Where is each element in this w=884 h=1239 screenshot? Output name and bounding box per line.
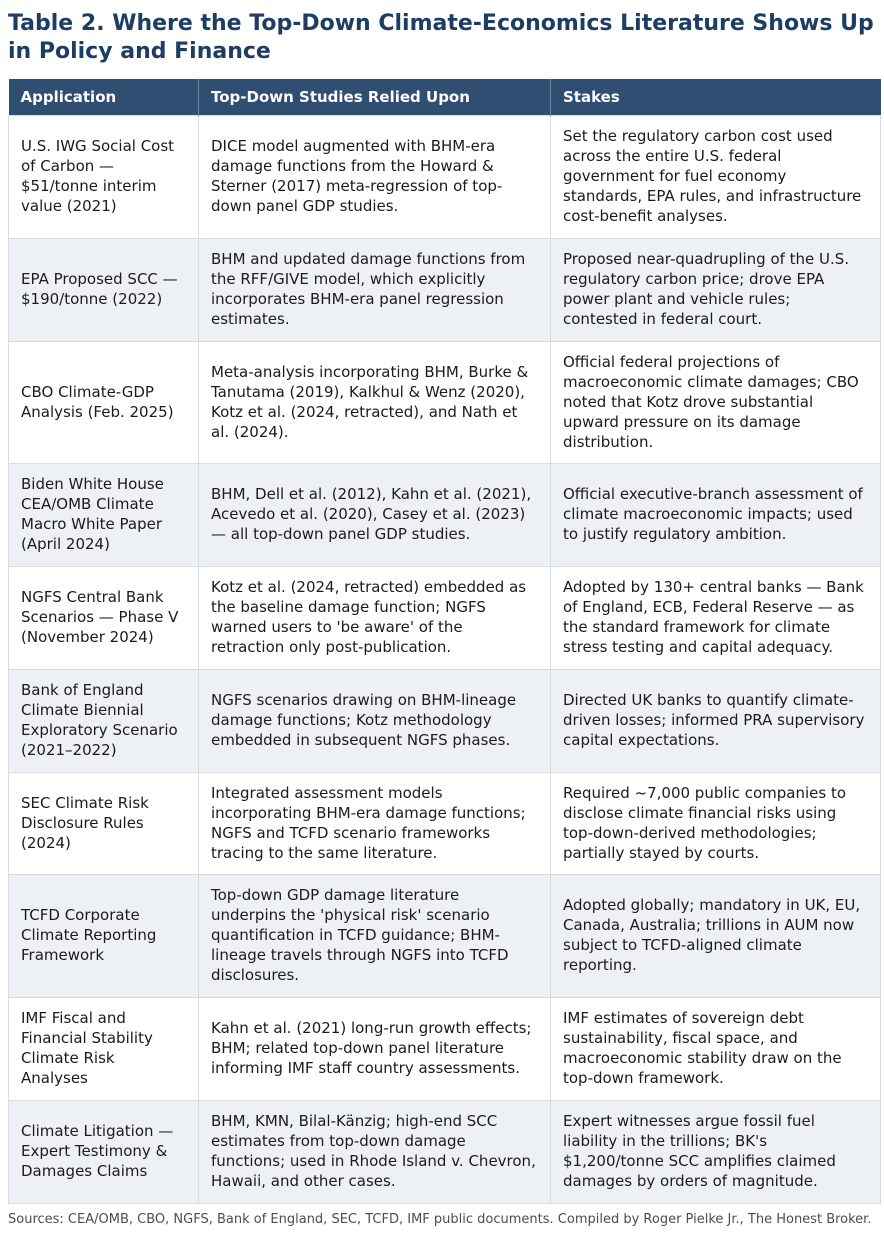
cell-stakes: Directed UK banks to quantify climate-driven losses; informed PRA supervisory capital expectations. — [551, 669, 881, 772]
cell-application: IMF Fiscal and Financial Stability Climate Risk Analyses — [9, 998, 199, 1101]
cell-stakes: Proposed near-quadrupling of the U.S. regulatory carbon price; drove EPA power plant and vehicle rules; contested in federal court. — [551, 239, 881, 342]
cell-application: EPA Proposed SCC — $190/tonne (2022) — [9, 239, 199, 342]
cell-studies: Top-down GDP damage literature underpins the 'physical risk' scenario quantification in TCFD guidance; BHM-lineage travels through NGFS into TCFD disclosures. — [199, 875, 551, 998]
table-row — [9, 772, 881, 875]
table-row — [9, 669, 881, 772]
cell-application: Climate Litigation — Expert Testimony & Damages Claims — [9, 1100, 199, 1203]
table-row — [9, 875, 881, 998]
page-title: Table 2. Where the Top-Down Climate-Economics Literature Shows Up in Policy and Finance — [8, 11, 874, 65]
header-cell-stakes: Stakes — [551, 79, 881, 116]
cell-studies: NGFS scenarios drawing on BHM-lineage damage functions; Kotz methodology embedded in subsequent NGFS phases. — [199, 669, 551, 772]
cell-studies: Meta-analysis incorporating BHM, Burke & Tanutama (2019), Kalkhul & Wenz (2020), Kotz et al. (2024, retracted), and Nath et al. (2024). — [199, 341, 551, 464]
table-row — [9, 1100, 881, 1203]
cell-studies: Integrated assessment models incorporating BHM-era damage functions; NGFS and TCFD scenario frameworks tracing to the same literature. — [199, 772, 551, 875]
cell-studies: BHM, Dell et al. (2012), Kahn et al. (2021), Acevedo et al. (2020), Casey et al. (2023) — all top-down panel GDP studies. — [199, 464, 551, 567]
table-row — [9, 341, 881, 464]
cell-application: NGFS Central Bank Scenarios — Phase V (November 2024) — [9, 567, 199, 670]
cell-application: U.S. IWG Social Cost of Carbon — $51/tonne interim value (2021) — [9, 116, 199, 239]
cell-stakes: Adopted by 130+ central banks — Bank of England, ECB, Federal Reserve — as the standard framework for climate stress testing and capital adequacy. — [551, 567, 881, 670]
cell-stakes: Required ~7,000 public companies to disclose climate financial risks using top-down-derived methodologies; partially stayed by courts. — [551, 772, 881, 875]
cell-application: CBO Climate-GDP Analysis (Feb. 2025) — [9, 341, 199, 464]
cell-stakes: Official executive-branch assessment of climate macroeconomic impacts; used to justify regulatory ambition. — [551, 464, 881, 567]
cell-studies: Kotz et al. (2024, retracted) embedded as the baseline damage function; NGFS warned users to 'be aware' of the retraction only post-publication. — [199, 567, 551, 670]
table-row — [9, 567, 881, 670]
cell-stakes: Adopted globally; mandatory in UK, EU, Canada, Australia; trillions in AUM now subject to TCFD-aligned climate reporting. — [551, 875, 881, 998]
cell-studies: Kahn et al. (2021) long-run growth effects; BHM; related top-down panel literature informing IMF staff country assessments. — [199, 998, 551, 1101]
header-cell-application: Application — [9, 79, 199, 116]
table-row — [9, 464, 881, 567]
cell-stakes: IMF estimates of sovereign debt sustainability, fiscal space, and macroeconomic stability draw on the top-down framework. — [551, 998, 881, 1101]
cell-application: Biden White House CEA/OMB Climate Macro White Paper (April 2024) — [9, 464, 199, 567]
table-row — [9, 116, 881, 239]
cell-stakes: Expert witnesses argue fossil fuel liability in the trillions; BK's $1,200/tonne SCC amplifies claimed damages by orders of magnitude. — [551, 1100, 881, 1203]
cell-studies: BHM, KMN, Bilal-Känzig; high-end SCC estimates from top-down damage functions; used in Rhode Island v. Chevron, Hawaii, and other cases. — [199, 1100, 551, 1203]
cell-application: SEC Climate Risk Disclosure Rules (2024) — [9, 772, 199, 875]
header-cell-studies: Top-Down Studies Relied Upon — [199, 79, 551, 116]
table-row — [9, 998, 881, 1101]
table-row — [9, 239, 881, 342]
cell-studies: BHM and updated damage functions from the RFF/GIVE model, which explicitly incorporates BHM-era panel regression estimates. — [199, 239, 551, 342]
cell-application: TCFD Corporate Climate Reporting Framework — [9, 875, 199, 998]
cell-stakes: Set the regulatory carbon cost used across the entire U.S. federal government for fuel economy standards, EPA rules, and infrastructure cost-benefit analyses. — [551, 116, 881, 239]
table-header-row — [9, 79, 881, 116]
cell-stakes: Official federal projections of macroeconomic climate damages; CBO noted that Kotz drove substantial upward pressure on its damage distribution. — [551, 341, 881, 464]
data-table — [8, 79, 881, 1203]
source-note: Sources: CEA/OMB, CBO, NGFS, Bank of England, SEC, TCFD, IMF public documents. Compiled by Roger Pielke Jr., The Honest Broker. — [8, 1211, 872, 1227]
cell-application: Bank of England Climate Biennial Exploratory Scenario (2021–2022) — [9, 669, 199, 772]
cell-studies: DICE model augmented with BHM-era damage functions from the Howard & Sterner (2017) meta-regression of top-down panel GDP studies. — [199, 116, 551, 239]
